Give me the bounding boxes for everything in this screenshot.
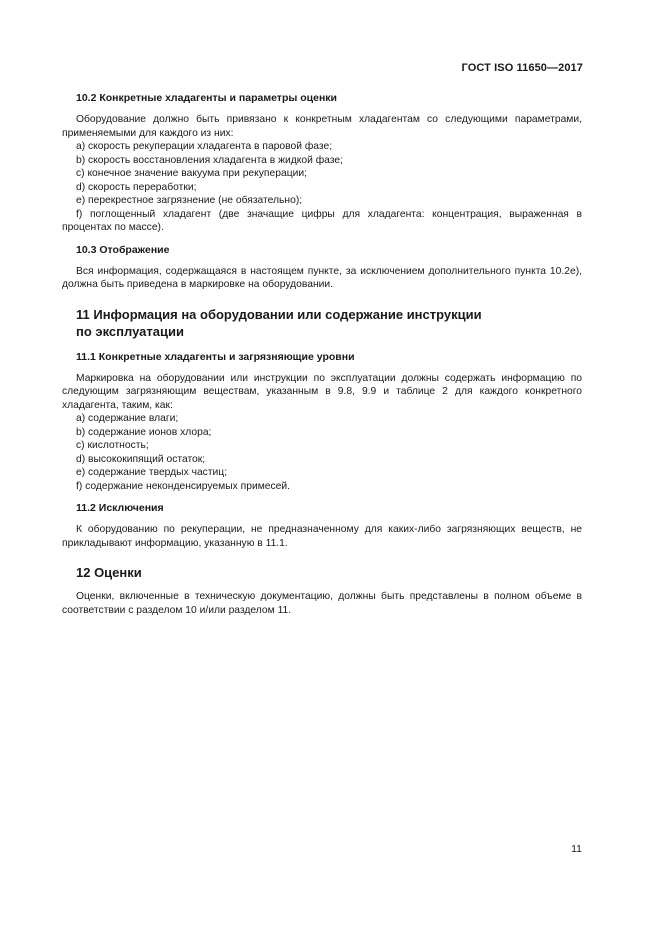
list-item: b) скорость восстановления хладагента в жидкой фазе;: [76, 154, 343, 166]
page-number: 11: [571, 843, 582, 855]
list-item: d) скорость переработки;: [76, 181, 197, 193]
page-content: [62, 92, 582, 617]
list-item: f) содержание неконденсируемых примесей.: [76, 480, 290, 492]
section-10-3-text: Вся информация, содержащаяся в настоящем пункте, за исключением дополнительного пункта 10.2е), должна быть приведена в маркировке на оборудовании.: [62, 265, 582, 290]
list-item: c) конечное значение вакуума при рекуперации;: [76, 168, 307, 179]
list-item: a) скорость рекуперации хладагента в паровой фазе;: [76, 141, 333, 152]
section-10-2-intro: Оборудование должно быть привязано к конкретным хладагентам со следующими параметрами, применяемыми для каждого из них:: [62, 114, 582, 139]
section-10-2-heading: 10.2 Конкретные хладагенты и параметры оценки: [76, 92, 338, 104]
list-item: e) перекрестное загрязнение (не обязательно);: [76, 195, 303, 206]
section-12-heading: 12 Оценки: [76, 565, 142, 580]
section-11-2-heading: 11.2 Исключения: [76, 502, 164, 514]
section-11-2-text: К оборудованию по рекуперации, не предназначенному для каких-либо загрязняющих веществ, не прикладывают информацию, указанную в 11.1.: [62, 524, 582, 549]
list-item: f) поглощенный хладагент (две значащие цифры для хладагента: концентрация, выраженная в процентах по массе).: [62, 208, 582, 233]
section-11-1-intro: Маркировка на оборудовании или инструкции по эксплуатации должны содержать информацию по следующим загрязняющим веществам, указанным в 9.8, 9.9 и таблице 2 для каждого конкретного хладагента, таким, как:: [62, 372, 582, 411]
document-id-header: ГОСТ ISO 11650—2017: [461, 62, 583, 74]
section-10-3-heading: 10.3 Отображение: [76, 243, 170, 256]
section-11-1-heading: 11.1 Конкретные хладагенты и загрязняющие уровни: [76, 350, 355, 363]
section-12-text: Оценки, включенные в техническую документацию, должны быть представлены в полном объеме в соответствии с разделом 10 и/или разделом 11.: [62, 591, 582, 616]
list-item: b) содержание ионов хлора;: [76, 426, 212, 438]
list-item: d) высококипящий остаток;: [76, 453, 206, 465]
list-item: c) кислотность;: [76, 440, 149, 451]
list-item: a) содержание влаги;: [76, 413, 179, 424]
section-11-heading-line1: 11 Информация на оборудовании или содержание инструкции: [76, 306, 482, 322]
list-item: e) содержание твердых частиц;: [76, 467, 228, 478]
section-11-heading-line2: по эксплуатации: [76, 323, 184, 339]
